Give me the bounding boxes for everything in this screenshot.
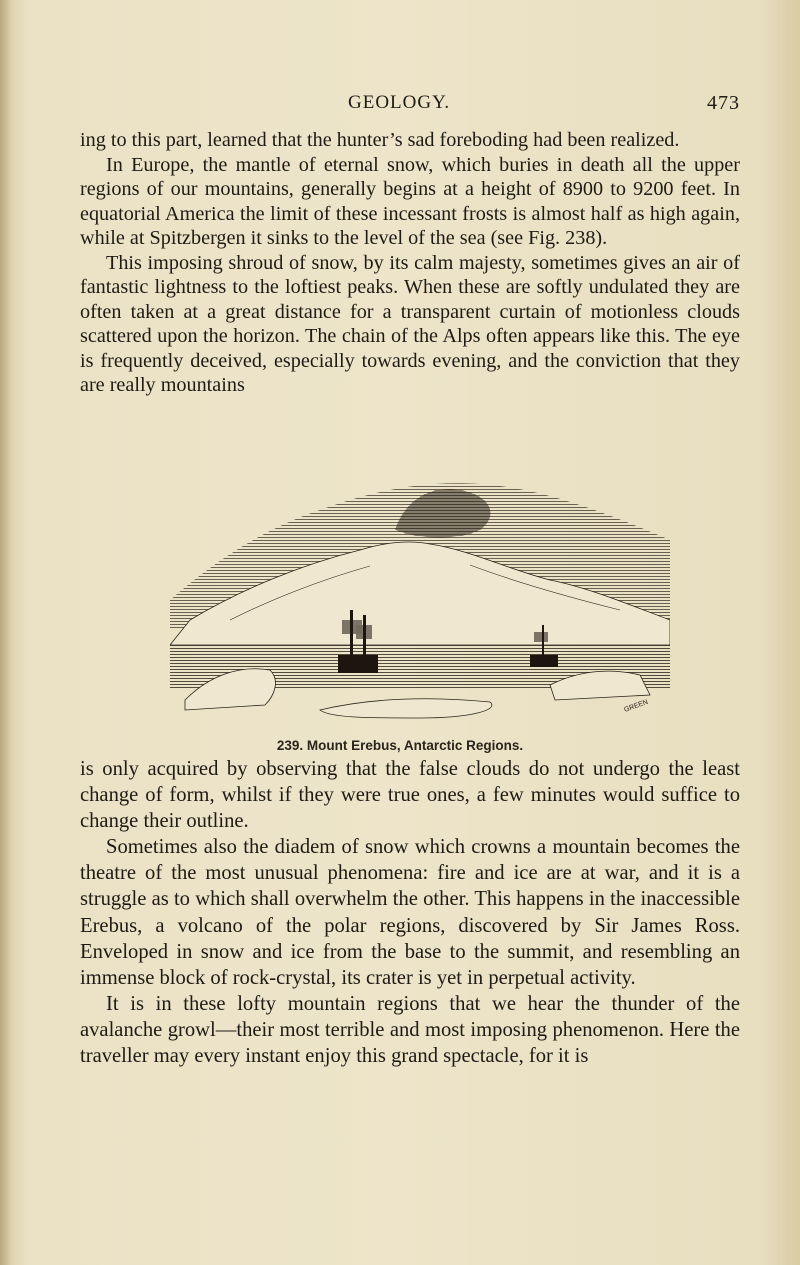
paragraph: is only acquired by observing that the false clouds do not undergo the least change of form, whilst if they were true ones, a few minutes would suffice to change their outline. — [80, 758, 740, 833]
text-block-bottom — [80, 756, 740, 1069]
page-number: 473 — [707, 92, 740, 114]
figure-caption: 239. Mount Erebus, Antarctic Regions. — [276, 738, 524, 753]
gutter-shadow — [0, 0, 12, 1265]
paragraph: This imposing shroud of snow, by its calm majesty, sometimes gives an air of fantastic lightness to the loftiest peaks. When these are softly undulated they are often taken at a great distance for a transparent curtain of motionless clouds scattered upon the horizon. The chain of the Alps often appears like this. The eye is frequently deceived, especially towards evening, and the conviction that they are really mountains — [80, 251, 740, 396]
paragraph: Sometimes also the diadem of snow which crowns a mountain becomes the theatre of the most unusual phenomena: fire and ice are at war, and it is a struggle as to which shall overwhelm the other. This happens in the inaccessible Erebus, a volcano of the polar regions, discovered by Sir James Ross. Enveloped in snow and ice from the base to the summit, and resembling an immense block of rock-crystal, its crater is yet in perpetual activity. — [80, 836, 740, 989]
text-block-top — [80, 128, 740, 398]
engraving-mount-erebus — [170, 470, 670, 720]
running-head-title: GEOLOGY. — [348, 92, 451, 113]
paragraph: In Europe, the mantle of eternal snow, which buries in death all the upper regions of our mountains, generally begins at a height of 8900 to 9200 feet. In equatorial America the limit of these incessant frosts is almost half as high again, while at Spitzbergen it sinks to the level of the sea (see Fig. 238). — [80, 153, 740, 249]
ice-floe-foreground — [320, 699, 492, 718]
engraver-signature: GREEN — [623, 698, 650, 714]
running-head — [80, 92, 740, 118]
paragraph: It is in these lofty mountain regions that we hear the thunder of the avalanche growl—their most terrible and most imposing phenomenon. Here the traveller may every instant enjoy this grand spectacle, for it is — [80, 992, 740, 1068]
paragraph: ing to this part, learned that the hunter’s sad foreboding had been realized. — [80, 129, 680, 151]
